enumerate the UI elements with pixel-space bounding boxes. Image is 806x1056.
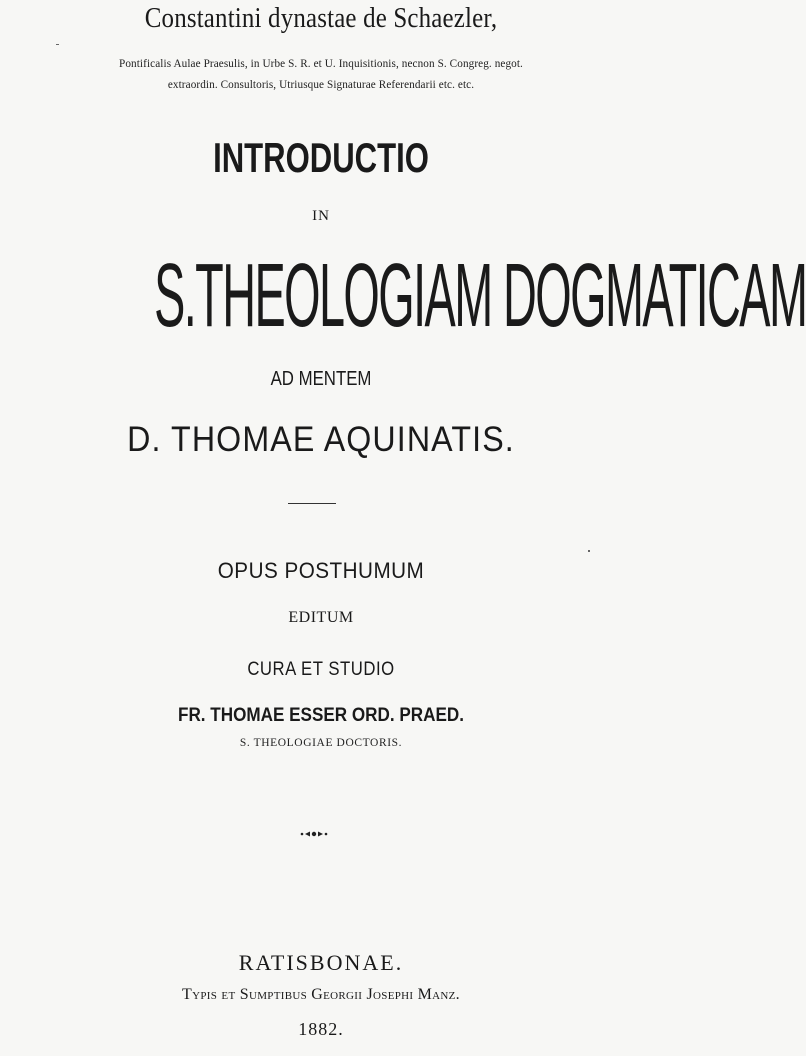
editum-label: EDITUM [288,609,354,626]
title-introductio: INTRODUCTIO [213,134,429,181]
print-speck [56,44,59,45]
publisher-city: RATISBONAE. [238,950,404,975]
author-credentials-line-2: extraordin. Consultoris, Utriusque Signaturae Referendarii etc. etc. [167,79,475,91]
main-title: S.THEOLOGIAM DOGMATICAM [154,246,806,346]
fleuron-ornament-icon [298,828,330,840]
author-name: Constantini dynastae de Schaezler, [144,2,498,34]
title-ad-mentem: AD MENTEM [270,368,372,390]
editor-name: FR. THOMAE ESSER ORD. PRAED. [178,705,464,726]
print-speck [588,550,590,552]
author-credentials-line-1: Pontificalis Aulae Praesulis, in Urbe S. R. et U. Inquisitionis, necnon S. Congreg. negot. [119,58,523,70]
publication-year: 1882. [298,1019,344,1039]
divider-rule [288,503,336,504]
editor-title: S. THEOLOGIAE DOCTORIS. [239,737,403,749]
title-thomae-aquinatis: D. THOMAE AQUINATIS. [127,420,515,459]
publisher-line: Typis et Sumptibus Georgii Josephi Manz. [182,986,460,1003]
title-in: IN [312,208,330,224]
opus-posthumum: OPUS POSTHUMUM [217,558,425,583]
cura-et-studio: CURA ET STUDIO [247,659,395,680]
